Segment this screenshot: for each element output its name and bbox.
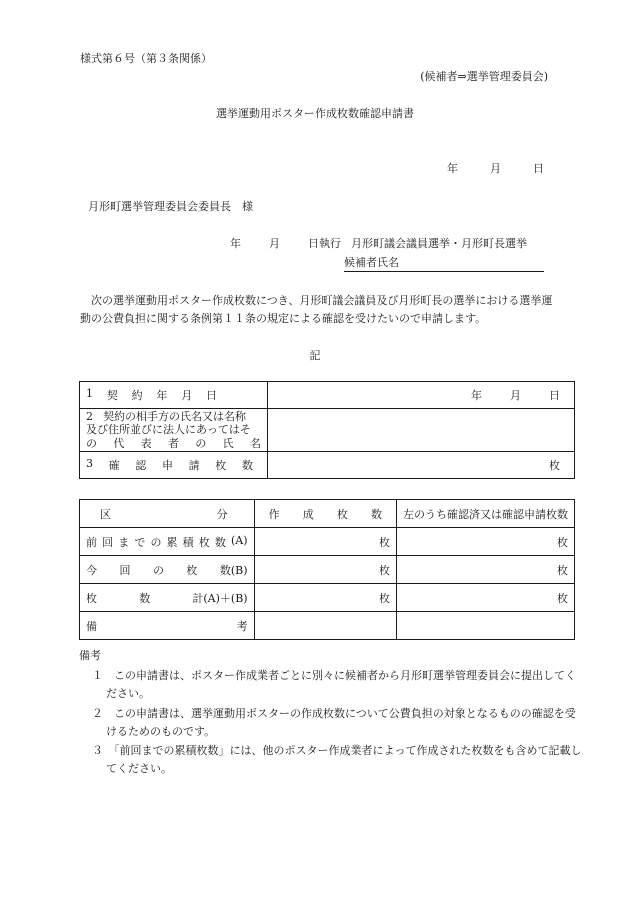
count-unit: 枚 xyxy=(557,535,568,549)
note-item: ２ この申請書は、選挙運動用ポスターの作成枚数について公費負担の対象となるものの確認を受けるためのものです。 xyxy=(92,707,576,738)
remarks-field-1[interactable] xyxy=(254,612,396,640)
execution-line xyxy=(230,237,527,252)
addressee: 月形町選挙管理委員会委員長 様 xyxy=(88,200,253,213)
contract-year-unit: 年 xyxy=(471,389,482,402)
header-category xyxy=(80,500,255,528)
poster-count-table xyxy=(79,499,575,640)
table-row xyxy=(80,612,575,640)
row-number: 1 xyxy=(86,387,93,400)
header-char: 成 xyxy=(302,507,314,521)
label-char: 日 xyxy=(205,389,217,402)
label-char: (B) xyxy=(230,563,248,577)
label-char: 考 xyxy=(236,619,248,633)
current-created-field[interactable] xyxy=(254,556,396,584)
row-number: 2 xyxy=(86,410,93,424)
contractor-label xyxy=(80,409,268,452)
label-char: 積 xyxy=(182,535,194,549)
label-char: 数 xyxy=(241,459,253,472)
contractor-field[interactable] xyxy=(268,409,575,452)
label-char: 表 xyxy=(140,436,152,450)
label-char: 枚 xyxy=(215,459,227,472)
label-char: 約 xyxy=(131,389,143,402)
label-char: 累 xyxy=(166,535,178,549)
contractor-row xyxy=(80,409,575,452)
cumulative-confirmed-field[interactable] xyxy=(396,528,574,556)
election-name: 月形町議会議員選挙・月形町長選挙 xyxy=(351,237,527,250)
contract-date-row xyxy=(80,382,575,409)
label-char: の xyxy=(150,535,162,549)
label-char: 名 xyxy=(249,436,261,450)
document-title: 選挙運動用ポスター作成枚数確認申請書 xyxy=(216,107,414,120)
label-char: 代 xyxy=(113,436,125,450)
count-unit: 枚 xyxy=(378,535,390,549)
count-unit: 枚 xyxy=(549,459,560,472)
contract-day-unit: 日 xyxy=(549,389,560,402)
requested-count-field[interactable] xyxy=(268,452,575,479)
label-char: 回 xyxy=(102,535,114,549)
header-created-count xyxy=(254,500,396,528)
requested-count-label xyxy=(80,452,268,479)
table-row xyxy=(80,528,575,556)
row-label-total xyxy=(80,584,255,612)
label-char: で xyxy=(134,535,146,549)
label-char: 今 xyxy=(86,563,97,577)
label-char: 枚 xyxy=(186,563,198,577)
label-char: 契 xyxy=(106,389,118,402)
contractor-label-line1: 契約の相手方の氏名又は名称 xyxy=(103,410,246,424)
remarks-field-2[interactable] xyxy=(396,612,574,640)
application-body-text: 次の選挙運動用ポスター作成枚数につき、月形町議会議員及び月形町長の選挙における選挙運動の公費負担に関する条例第１１条の規定による確認を受けたいので申請します。 xyxy=(80,294,553,326)
label-char: の xyxy=(195,436,207,450)
label-char: 年 xyxy=(156,389,168,402)
label-char: 数 xyxy=(219,563,231,577)
label-char: 回 xyxy=(119,563,131,577)
header-char: 数 xyxy=(370,507,382,521)
total-confirmed-field[interactable] xyxy=(396,584,574,612)
label-char: 請 xyxy=(188,459,200,472)
date-year: 年 xyxy=(447,162,458,175)
notes-heading: 備考 xyxy=(79,649,101,662)
header-char: 区 xyxy=(100,507,111,521)
label-char: の xyxy=(86,436,97,450)
contract-date-label xyxy=(80,382,268,409)
row-label-current xyxy=(80,556,255,584)
row-label-remarks xyxy=(80,612,255,640)
label-char: 備 xyxy=(86,619,97,633)
date-day: 日 xyxy=(533,162,544,175)
row-number: 3 xyxy=(86,457,93,470)
total-created-field[interactable] xyxy=(254,584,396,612)
contract-info-table xyxy=(79,381,575,479)
candidate-name-field[interactable] xyxy=(344,256,544,272)
count-unit: 枚 xyxy=(557,591,568,605)
candidate-name-label: 候補者氏名 xyxy=(344,256,399,269)
label-char: 認 xyxy=(135,459,147,472)
label-char: (A) xyxy=(230,533,248,547)
label-char: ま xyxy=(118,535,130,549)
exec-month: 月 xyxy=(269,237,280,250)
header-char: 分 xyxy=(216,507,228,521)
submission-route: (候補者⇒選挙管理委員会) xyxy=(420,70,548,83)
label-char: 計 xyxy=(192,591,204,605)
header-confirmed-count: 左のうち確認済又は確認申請枚数 xyxy=(396,500,574,528)
header-char: 枚 xyxy=(336,507,348,521)
label-char: 者 xyxy=(167,436,179,450)
label-char: 確 xyxy=(108,459,120,472)
note-item: ３ 「前回までの累積枚数」には、他のポスター作成業者によって作成された枚数をも含めて記載してください。 xyxy=(92,744,582,775)
count-unit: 枚 xyxy=(378,591,390,605)
ki-heading: 記 xyxy=(309,349,321,362)
label-char: 月 xyxy=(181,389,193,402)
contract-month-unit: 月 xyxy=(510,389,521,402)
label-char: 氏 xyxy=(222,436,234,450)
date-month: 月 xyxy=(490,162,501,175)
exec-year: 年 xyxy=(230,237,241,250)
label-char: 数 xyxy=(214,535,226,549)
count-unit: 枚 xyxy=(557,563,568,577)
label-char: 枚 xyxy=(198,535,210,549)
row-label-cumulative xyxy=(80,528,255,556)
application-date xyxy=(447,162,544,177)
form-number: 様式第６号（第３条関係） xyxy=(80,52,212,65)
contractor-label-line2: 及び住所並びに法人にあってはそ xyxy=(86,423,251,437)
table-row xyxy=(80,584,575,612)
requested-count-row xyxy=(80,452,575,479)
table-header-row xyxy=(80,500,575,528)
label-char: の xyxy=(152,563,164,577)
note-item: １ この申請書は、ポスター作成業者ごとに別々に候補者から月形町選挙管理委員会に提出してください。 xyxy=(92,669,576,700)
label-char: 枚 xyxy=(86,591,97,605)
exec-day: 日執行 xyxy=(308,237,341,250)
contract-date-field[interactable] xyxy=(268,382,575,409)
cumulative-created-field[interactable] xyxy=(254,528,396,556)
table-row xyxy=(80,556,575,584)
label-char: 申 xyxy=(161,459,173,472)
label-char: 数 xyxy=(139,591,151,605)
current-confirmed-field[interactable] xyxy=(396,556,574,584)
header-char: 作 xyxy=(268,507,280,521)
label-char: 前 xyxy=(86,535,97,549)
count-unit: 枚 xyxy=(378,563,390,577)
label-char: (A)＋(B) xyxy=(203,591,248,605)
